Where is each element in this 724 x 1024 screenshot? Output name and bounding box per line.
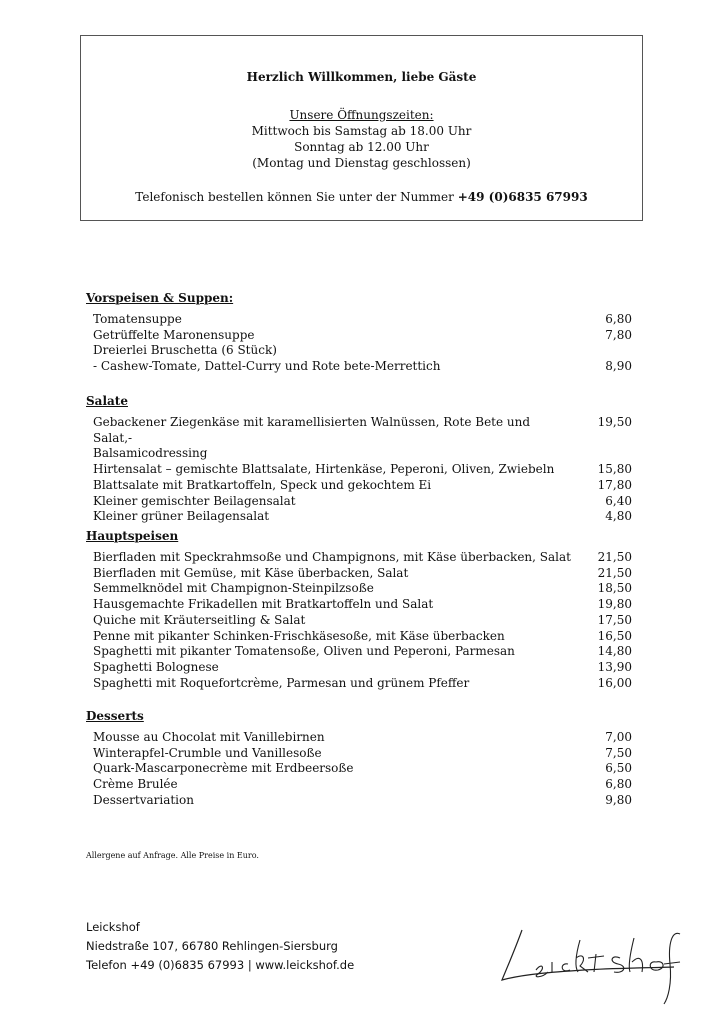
menu-item-name: Penne mit pikanter Schinken-Frischkäsesoße, mit Käse überbacken: [93, 628, 505, 643]
menu-item: [86, 415, 632, 446]
opening-hours-line: Sonntag ab 12.00 Uhr: [294, 140, 429, 154]
menu-item-name: Dessertvariation: [93, 792, 194, 807]
signature-logo: [484, 912, 694, 1012]
menu-item-price: 18,50: [597, 581, 632, 596]
menu-item: [86, 644, 632, 660]
menu-item-price: [572, 343, 632, 359]
menu-item-name: Blattsalate mit Bratkartoffeln, Speck und gekochtem Ei: [93, 477, 432, 492]
menu-item: [86, 746, 632, 762]
menu-section-desserts: [86, 708, 632, 809]
menu-item-price: [572, 446, 632, 462]
section-title: Vorspeisen & Suppen:: [86, 291, 234, 305]
phone-info: [81, 189, 642, 205]
menu-item-name: Gebackener Ziegenkäse mit karamellisierten Walnüssen, Rote Bete und Salat,-: [93, 415, 531, 445]
menu-item-name: Spaghetti mit Roquefortcrème, Parmesan und grünem Pfeffer: [93, 675, 470, 690]
menu-item-name: - Cashew-Tomate, Dattel-Curry und Rote bete-Merrettich: [93, 359, 441, 374]
menu-item-price: 17,80: [597, 477, 632, 492]
menu-item-name: Winterapfel-Crumble und Vanillesoße: [93, 745, 322, 760]
menu-item-name: Bierfladen mit Gemüse, mit Käse überbacken, Salat: [93, 565, 409, 580]
menu-item-name: Crème Brulée: [93, 777, 178, 792]
menu-item-price: 7,50: [605, 745, 632, 760]
menu-item-name: Dreierlei Bruschetta (6 Stück): [93, 343, 277, 358]
opening-hours-line: Mittwoch bis Samstag ab 18.00 Uhr: [251, 124, 472, 138]
menu-section-vorspeisen: [86, 290, 632, 375]
footer: [86, 918, 354, 975]
menu-item: [86, 566, 632, 582]
menu-item-price: 14,80: [597, 644, 632, 659]
section-title: Hauptspeisen: [86, 529, 179, 543]
menu-item: [86, 676, 632, 692]
menu-item-name: Spaghetti mit pikanter Tomatensoße, Oliven und Peperoni, Parmesan: [93, 644, 515, 659]
menu-item: [86, 793, 632, 809]
menu-item-price: 21,50: [597, 565, 632, 580]
menu-item-price: 19,50: [597, 415, 632, 429]
menu-item-price: 21,50: [597, 550, 632, 564]
menu-item-price: 15,80: [597, 462, 632, 477]
menu-item-name: Getrüffelte Maronensuppe: [93, 327, 255, 342]
welcome-title: Herzlich Willkommen, liebe Gäste: [246, 70, 477, 84]
menu-item-name: Hausgemachte Frikadellen mit Bratkartoffeln und Salat: [93, 597, 434, 612]
menu-section-salate: [86, 393, 632, 525]
menu-item: [86, 597, 632, 613]
opening-hours-label: Unsere Öffnungszeiten:: [289, 108, 434, 122]
menu-item-price: 6,80: [605, 312, 632, 326]
menu-item-price: 6,50: [605, 761, 632, 776]
menu-item-price: 13,90: [597, 659, 632, 674]
menu-item-name: Balsamicodressing: [93, 446, 208, 461]
menu-section-hauptspeisen: [86, 528, 632, 691]
menu-item-price: 16,00: [597, 675, 632, 690]
menu-item: [86, 462, 632, 478]
footer-contact: Telefon +49 (0)6835 67993 | www.leickshof.de: [86, 958, 355, 972]
menu-item: [86, 730, 632, 746]
menu-item-price: 19,80: [597, 597, 632, 612]
menu-item-price: 16,50: [597, 628, 632, 643]
menu-item-name: Spaghetti Bolognese: [93, 659, 219, 674]
menu-item: [86, 446, 632, 462]
menu-item: [86, 550, 632, 566]
menu-item-price: 7,00: [605, 730, 632, 744]
menu-item-price: 9,80: [605, 792, 632, 807]
menu-item: [86, 312, 632, 328]
menu-item-name: Kleiner gemischter Beilagensalat: [93, 493, 296, 508]
menu-item: [86, 359, 632, 375]
menu-item: [86, 777, 632, 793]
info-box: [80, 35, 643, 221]
menu-item: [86, 509, 632, 525]
menu-item-price: 8,90: [605, 359, 632, 374]
menu-item: [86, 629, 632, 645]
menu-item: [86, 328, 632, 344]
menu-item-price: 7,80: [605, 327, 632, 342]
menu-item: [86, 581, 632, 597]
menu-item: [86, 761, 632, 777]
phone-text: Telefonisch bestellen können Sie unter der Nummer: [135, 190, 454, 204]
menu-item-name: Hirtensalat – gemischte Blattsalate, Hirtenkäse, Peperoni, Oliven, Zwiebeln: [93, 462, 555, 477]
menu-item-name: Bierfladen mit Speckrahmsoße und Champignons, mit Käse überbacken, Salat: [93, 550, 571, 564]
opening-hours-line: (Montag und Dienstag geschlossen): [252, 156, 471, 170]
menu-item-name: Mousse au Chocolat mit Vanillebirnen: [93, 730, 325, 744]
menu-item-price: 6,40: [605, 493, 632, 508]
footer-address: Niedstraße 107, 66780 Rehlingen-Siersburg: [86, 939, 338, 953]
menu-item: [86, 613, 632, 629]
menu-item: [86, 660, 632, 676]
menu-item-price: 6,80: [605, 777, 632, 792]
menu-item-name: Quark-Mascarponecrème mit Erdbeersoße: [93, 761, 354, 776]
menu-item-price: 4,80: [605, 509, 632, 524]
section-title: Salate: [86, 394, 128, 408]
menu-item-name: Quiche mit Kräuterseitling & Salat: [93, 612, 306, 627]
menu-item: [86, 343, 632, 359]
footer-name: Leickshof: [86, 920, 140, 934]
menu-item-name: Kleiner grüner Beilagensalat: [93, 509, 270, 524]
phone-number: +49 (0)6835 67993: [457, 190, 588, 204]
menu-item-name: Semmelknödel mit Champignon-Steinpilzsoße: [93, 581, 374, 596]
allergen-note: Allergene auf Anfrage. Alle Preise in Euro.: [86, 851, 259, 860]
section-title: Desserts: [86, 709, 144, 723]
menu-item-name: Tomatensuppe: [93, 312, 182, 326]
menu-item-price: 17,50: [597, 612, 632, 627]
menu-item: [86, 494, 632, 510]
menu-item: [86, 478, 632, 494]
